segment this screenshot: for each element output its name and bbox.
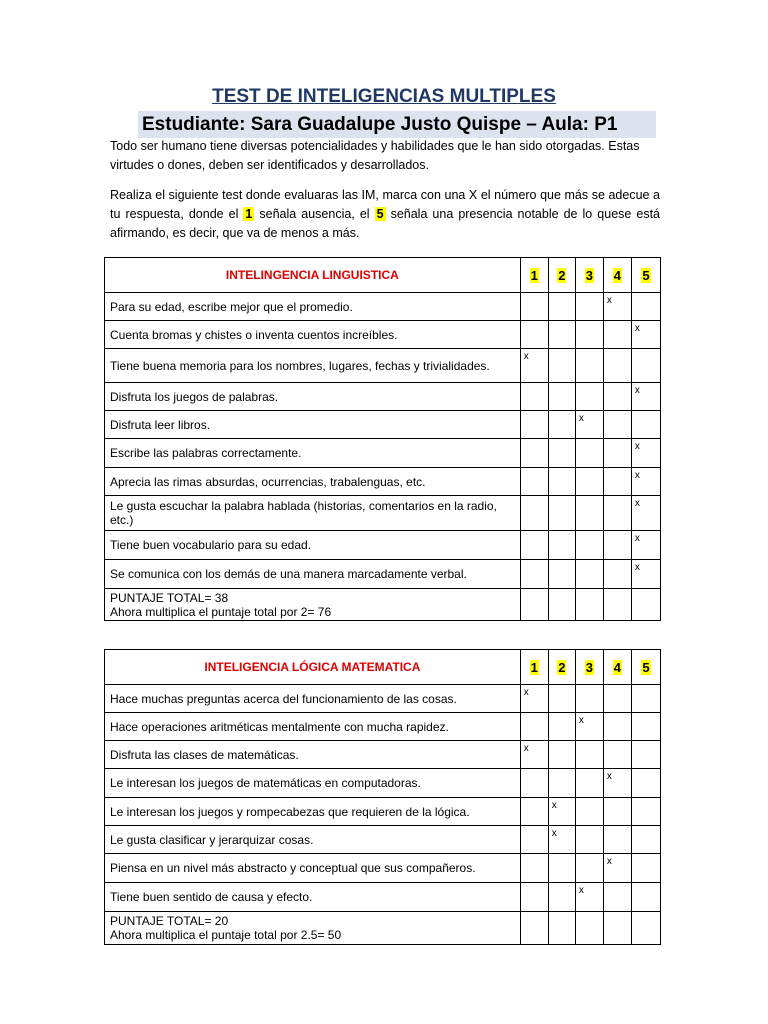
- score-cell-2[interactable]: [548, 685, 575, 713]
- score-cell-5[interactable]: [631, 854, 660, 883]
- table-row: [105, 854, 661, 883]
- score-cell-1[interactable]: [520, 531, 548, 560]
- score-cell-1[interactable]: [520, 411, 548, 439]
- item-description: Le interesan los juegos de matemáticas en computadoras.: [105, 769, 521, 798]
- score-cell-4[interactable]: [603, 293, 631, 321]
- score-column-header: [575, 258, 603, 293]
- score-cell-3[interactable]: [575, 854, 603, 883]
- score-cell-4[interactable]: [603, 411, 631, 439]
- multiplied-score: Ahora multiplica el puntaje total por 2.5= 50: [110, 928, 342, 942]
- score-cell-1[interactable]: [520, 321, 548, 349]
- score-label: 1: [530, 267, 538, 283]
- score-cell-2[interactable]: [548, 496, 575, 531]
- selected-mark: x: [551, 800, 557, 811]
- score-label: 4: [613, 659, 622, 675]
- score-cell-3[interactable]: [575, 560, 603, 589]
- item-description: Tiene buena memoria para los nombres, lugares, fechas y trivialidades.: [105, 349, 521, 383]
- table-row: [105, 411, 661, 439]
- score-cell-5[interactable]: [631, 798, 660, 826]
- selected-mark: x: [578, 715, 584, 726]
- score-cell-5[interactable]: [631, 383, 660, 411]
- empty-total-cell: [575, 912, 603, 945]
- selected-mark: x: [634, 533, 640, 544]
- item-description: Hace operaciones aritméticas mentalmente con mucha rapidez.: [105, 713, 521, 741]
- score-cell-3[interactable]: [575, 798, 603, 826]
- score-cell-1[interactable]: [520, 685, 548, 713]
- score-cell-5[interactable]: [631, 321, 660, 349]
- selected-mark: x: [606, 295, 612, 306]
- score-cell-5[interactable]: [631, 468, 660, 496]
- item-description: Le gusta escuchar la palabra hablada (historias, comentarios en la radio, etc.): [105, 496, 521, 531]
- intro-text-part-1: Realiza el siguiente test donde evaluaras las IM, marca con una X el número que más se adecue a tu respuesta, donde el: [110, 188, 660, 221]
- total-score: PUNTAJE TOTAL= 38: [110, 590, 229, 605]
- table-row: [105, 685, 661, 713]
- score-cell-4[interactable]: [603, 349, 631, 383]
- score-cell-4[interactable]: [603, 496, 631, 531]
- intro-text-part-3: señala una presencia notable de lo quese está afirmando, es decir, que va de menos a más.: [110, 207, 660, 240]
- table-row: [105, 468, 661, 496]
- item-description: Para su edad, escribe mejor que el promedio.: [105, 293, 521, 321]
- score-cell-3[interactable]: [575, 439, 603, 468]
- score-cell-1[interactable]: [520, 713, 548, 741]
- score-column-header: [631, 650, 660, 685]
- score-cell-1[interactable]: [520, 560, 548, 589]
- item-description: Hace muchas preguntas acerca del funcionamiento de las cosas.: [105, 685, 521, 713]
- empty-total-cell: [548, 589, 575, 621]
- score-cell-1[interactable]: [520, 769, 548, 798]
- score-cell-3[interactable]: [575, 826, 603, 854]
- score-cell-2[interactable]: [548, 798, 575, 826]
- table-row: [105, 439, 661, 468]
- selected-mark: x: [634, 385, 640, 396]
- item-description: Piensa en un nivel más abstracto y conceptual que sus compañeros.: [105, 854, 521, 883]
- score-cell-4[interactable]: [603, 321, 631, 349]
- score-cell-5[interactable]: [631, 411, 660, 439]
- score-cell-2[interactable]: [548, 741, 575, 769]
- score-label: 3: [585, 659, 593, 675]
- score-column-header: [603, 650, 631, 685]
- empty-total-cell: [603, 589, 631, 621]
- score-cell-2[interactable]: [548, 713, 575, 741]
- selected-mark: x: [578, 885, 584, 896]
- table-row: [105, 826, 661, 854]
- table-row: [105, 560, 661, 589]
- score-cell-5[interactable]: [631, 883, 660, 912]
- selected-mark: x: [634, 441, 640, 452]
- score-cell-4[interactable]: [603, 439, 631, 468]
- score-cell-5[interactable]: [631, 439, 660, 468]
- table-row: [105, 741, 661, 769]
- score-cell-3[interactable]: [575, 349, 603, 383]
- selected-mark: x: [634, 498, 640, 509]
- score-cell-2[interactable]: [548, 439, 575, 468]
- score-label: 5: [642, 659, 650, 675]
- score-label: 4: [613, 267, 622, 283]
- score-cell-2[interactable]: [548, 321, 575, 349]
- table-row: [105, 293, 661, 321]
- selected-mark: x: [551, 828, 557, 839]
- table-row: [105, 769, 661, 798]
- total-cell: [105, 589, 521, 621]
- score-cell-4[interactable]: [603, 883, 631, 912]
- highlight-one: 1: [245, 207, 253, 221]
- table-row: [105, 496, 661, 531]
- score-cell-4[interactable]: [603, 531, 631, 560]
- highlight-five: 5: [376, 207, 384, 221]
- score-cell-5[interactable]: [631, 769, 660, 798]
- score-cell-5[interactable]: [631, 713, 660, 741]
- logic-math-test-table: [104, 649, 661, 945]
- score-cell-2[interactable]: [548, 769, 575, 798]
- score-cell-1[interactable]: [520, 349, 548, 383]
- score-cell-2[interactable]: [548, 883, 575, 912]
- selected-mark: x: [523, 743, 529, 754]
- empty-total-cell: [603, 912, 631, 945]
- score-column-header: [548, 650, 575, 685]
- item-description: Se comunica con los demás de una manera marcadamente verbal.: [105, 560, 521, 589]
- score-column-header: [548, 258, 575, 293]
- score-cell-2[interactable]: [548, 531, 575, 560]
- empty-total-cell: [548, 912, 575, 945]
- score-cell-4[interactable]: [603, 826, 631, 854]
- selected-mark: x: [634, 470, 640, 481]
- score-cell-1[interactable]: [520, 439, 548, 468]
- score-column-header: [631, 258, 660, 293]
- selected-mark: x: [634, 323, 640, 334]
- score-cell-3[interactable]: [575, 496, 603, 531]
- score-cell-1[interactable]: [520, 883, 548, 912]
- table-row: [105, 713, 661, 741]
- score-label: 5: [642, 267, 650, 283]
- total-row: [105, 589, 661, 621]
- score-cell-3[interactable]: [575, 468, 603, 496]
- score-cell-3[interactable]: [575, 531, 603, 560]
- table-row: [105, 531, 661, 560]
- score-label: 2: [558, 659, 566, 675]
- score-cell-2[interactable]: [548, 468, 575, 496]
- total-cell: [105, 912, 521, 945]
- score-cell-2[interactable]: [548, 349, 575, 383]
- score-column-header: [520, 650, 548, 685]
- empty-total-cell: [520, 589, 548, 621]
- score-cell-3[interactable]: [575, 769, 603, 798]
- selected-mark: x: [606, 856, 612, 867]
- score-cell-5[interactable]: [631, 531, 660, 560]
- student-line: Estudiante: Sara Guadalupe Justo Quispe – Aula: P1: [138, 111, 656, 138]
- score-column-header: [603, 258, 631, 293]
- item-description: Tiene buen vocabulario para su edad.: [105, 531, 521, 560]
- item-description: Cuenta bromas y chistes o inventa cuentos increíbles.: [105, 321, 521, 349]
- score-cell-3[interactable]: [575, 685, 603, 713]
- score-cell-1[interactable]: [520, 293, 548, 321]
- item-description: Le interesan los juegos y rompecabezas que requieren de la lógica.: [105, 798, 521, 826]
- score-cell-3[interactable]: [575, 713, 603, 741]
- score-cell-5[interactable]: [631, 560, 660, 589]
- score-cell-1[interactable]: [520, 854, 548, 883]
- score-cell-5[interactable]: [631, 349, 660, 383]
- score-cell-3[interactable]: [575, 741, 603, 769]
- selected-mark: x: [634, 562, 640, 573]
- intro-paragraph-1: Todo ser humano tiene diversas potencialidades y habilidades que le han sido otorgadas. Estas virtudes o dones, deben ser identificados y desarrollados.: [110, 139, 640, 172]
- score-cell-4[interactable]: [603, 741, 631, 769]
- score-cell-1[interactable]: [520, 496, 548, 531]
- score-cell-4[interactable]: [603, 468, 631, 496]
- score-label: 1: [530, 659, 538, 675]
- item-description: Aprecia las rimas absurdas, ocurrencias, trabalenguas, etc.: [105, 468, 521, 496]
- item-description: Disfruta leer libros.: [105, 411, 521, 439]
- linguistic-test-table: [104, 257, 661, 621]
- table-row: [105, 321, 661, 349]
- table-row: [105, 349, 661, 383]
- score-cell-2[interactable]: [548, 854, 575, 883]
- table-row: [105, 798, 661, 826]
- score-label: 2: [558, 267, 566, 283]
- selected-mark: x: [523, 351, 529, 362]
- score-cell-5[interactable]: [631, 685, 660, 713]
- empty-total-cell: [575, 589, 603, 621]
- table-header-row: [105, 650, 661, 685]
- score-cell-3[interactable]: [575, 321, 603, 349]
- score-cell-3[interactable]: [575, 383, 603, 411]
- item-description: Tiene buen sentido de causa y efecto.: [105, 883, 521, 912]
- score-label: 3: [585, 267, 593, 283]
- score-cell-5[interactable]: [631, 293, 660, 321]
- score-cell-1[interactable]: [520, 798, 548, 826]
- score-cell-2[interactable]: [548, 293, 575, 321]
- intro-paragraph-2: [110, 186, 660, 243]
- selected-mark: x: [523, 687, 529, 698]
- item-description: Disfruta las clases de matemáticas.: [105, 741, 521, 769]
- item-description: Le gusta clasificar y jerarquizar cosas.: [105, 826, 521, 854]
- score-column-header: [575, 650, 603, 685]
- score-cell-5[interactable]: [631, 496, 660, 531]
- selected-mark: x: [578, 413, 584, 424]
- table-header-row: [105, 258, 661, 293]
- section-title: INTELINGENCIA LINGUISTICA: [105, 258, 521, 293]
- score-cell-4[interactable]: [603, 713, 631, 741]
- score-cell-4[interactable]: [603, 769, 631, 798]
- item-description: Disfruta los juegos de palabras.: [105, 383, 521, 411]
- score-cell-4[interactable]: [603, 798, 631, 826]
- total-row: [105, 912, 661, 945]
- score-cell-2[interactable]: [548, 383, 575, 411]
- score-cell-1[interactable]: [520, 741, 548, 769]
- score-cell-1[interactable]: [520, 468, 548, 496]
- score-cell-2[interactable]: [548, 560, 575, 589]
- score-cell-1[interactable]: [520, 383, 548, 411]
- score-cell-4[interactable]: [603, 854, 631, 883]
- total-score: PUNTAJE TOTAL= 20: [110, 914, 229, 928]
- score-cell-3[interactable]: [575, 883, 603, 912]
- score-cell-2[interactable]: [548, 411, 575, 439]
- page-title: TEST DE INTELIGENCIAS MULTIPLES: [212, 86, 556, 107]
- section-title: INTELIGENCIA LÓGICA MATEMATICA: [105, 650, 521, 685]
- multiplied-score: Ahora multiplica el puntaje total por 2= 76: [110, 604, 332, 619]
- empty-total-cell: [520, 912, 548, 945]
- table-row: [105, 383, 661, 411]
- score-column-header: [520, 258, 548, 293]
- empty-total-cell: [631, 912, 660, 945]
- score-cell-4[interactable]: [603, 685, 631, 713]
- selected-mark: x: [606, 771, 612, 782]
- score-cell-3[interactable]: [575, 411, 603, 439]
- score-cell-2[interactable]: [548, 826, 575, 854]
- score-cell-4[interactable]: [603, 560, 631, 589]
- table-row: [105, 883, 661, 912]
- score-cell-5[interactable]: [631, 741, 660, 769]
- score-cell-1[interactable]: [520, 826, 548, 854]
- score-cell-4[interactable]: [603, 383, 631, 411]
- item-description: Escribe las palabras correctamente.: [105, 439, 521, 468]
- intro-text-part-2: señala ausencia, el: [254, 207, 375, 221]
- score-cell-5[interactable]: [631, 826, 660, 854]
- empty-total-cell: [631, 589, 660, 621]
- score-cell-3[interactable]: [575, 293, 603, 321]
